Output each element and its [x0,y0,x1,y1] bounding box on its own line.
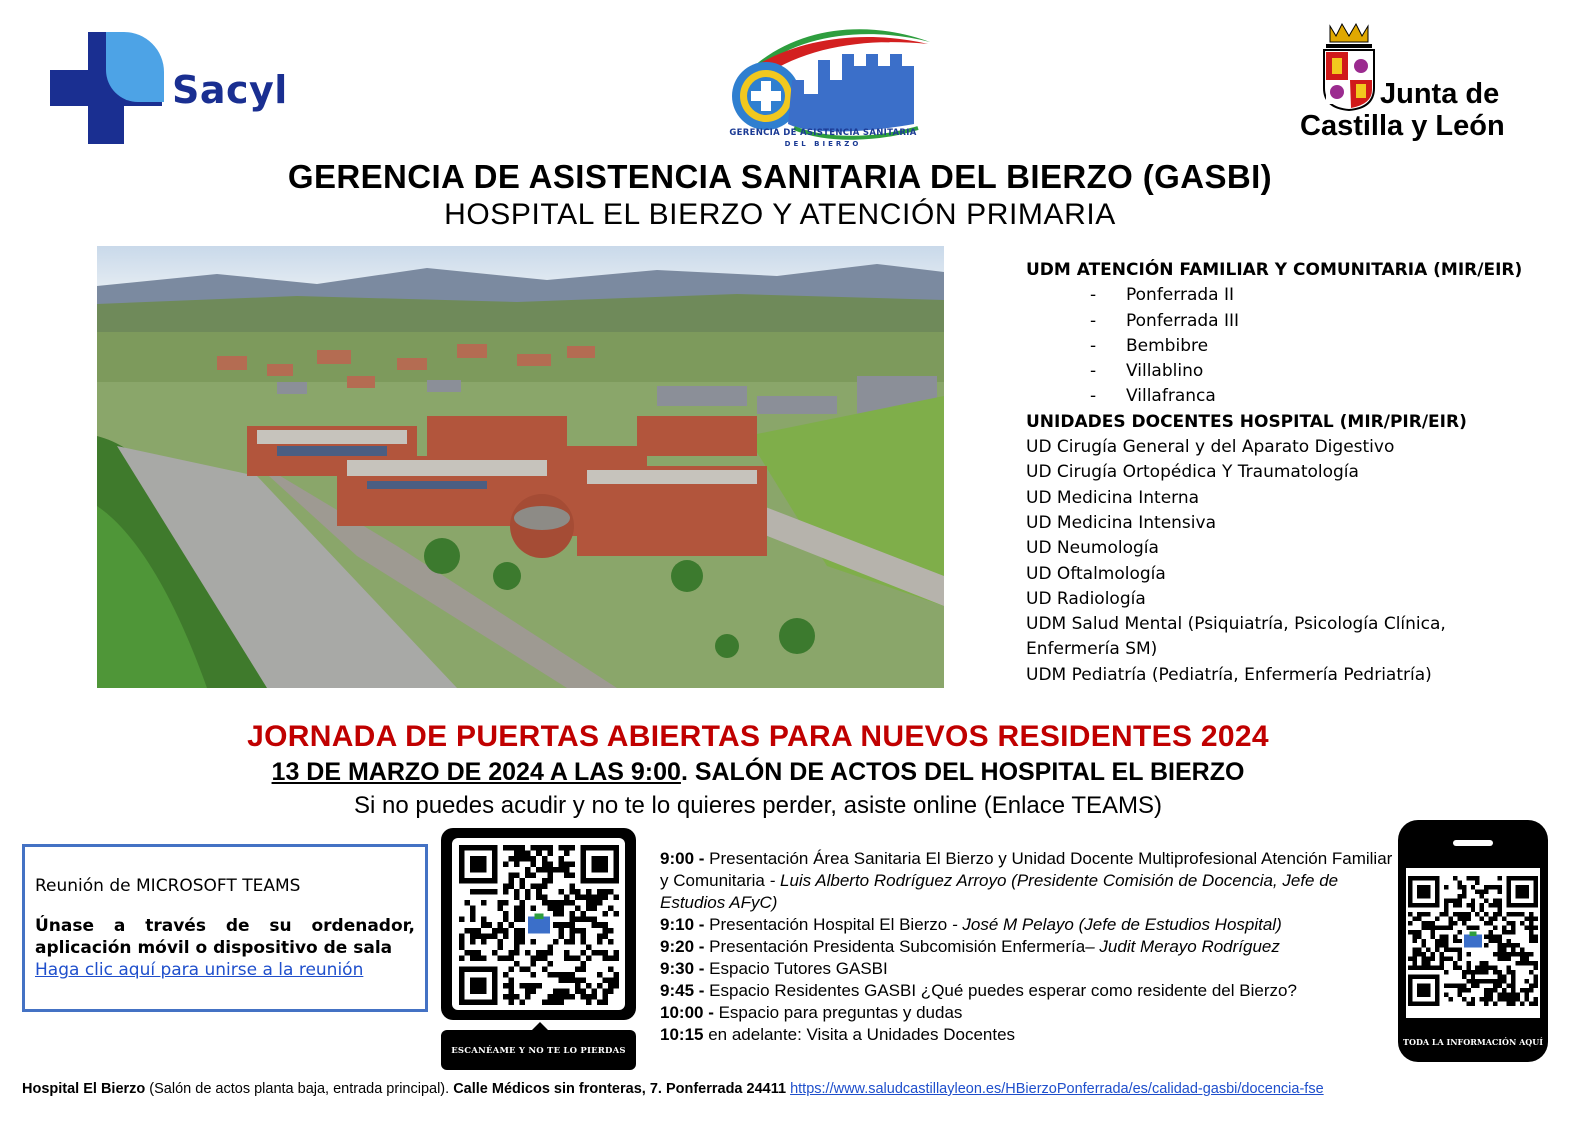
agenda-item: 10:00 - Espacio para preguntas y dudas [660,1003,963,1022]
agenda-item: 10:15 en adelante: Visita a Unidades Docentes [660,1025,1016,1044]
teams-title: Reunión de MICROSOFT TEAMS [35,876,301,896]
teams-join-link[interactable]: Haga clic aquí para unirse a la reunión [35,960,364,980]
list-item: - Ponferrada II [1090,285,1235,306]
hospital-aerial-photo [97,246,944,688]
page-title: GERENCIA DE ASISTENCIA SANITARIA DEL BIERZO (GASBI) [287,158,1273,195]
event-date [0,758,1516,787]
event-agenda [660,848,1400,1046]
sacyl-wordmark: Sacyl [172,68,288,112]
agenda-item: 9:30 - Espacio Tutores GASBI [660,959,888,978]
agenda-item: 9:00 - Presentación Área Sanitaria El Bierzo y Unidad Docente Multiprofesional Atención Familiar y Comunitaria - Luis Alberto Rodríguez Arroyo (Presidente Comisión de Docencia, Jefe de Estudios AFyC) [660,849,1393,912]
teams-join-line2: aplicación móvil o dispositivo de sala [35,938,393,958]
teams-join-line1: Únase a través de su ordenador, [35,916,415,936]
agenda-item: 9:20 - Presentación Presidenta Subcomisión Enfermería– Judit Merayo Rodríguez [660,937,1280,956]
event-online-note: Si no puedes acudir y no te lo quieres perder, asiste online (Enlace TEAMS) [353,792,1162,819]
afyc-heading: UDM ATENCIÓN FAMILIAR Y COMUNITARIA (MIR/EIR) [1026,260,1523,280]
list-item: - Bembibre [1090,335,1209,356]
list-item: - Ponferrada III [1090,310,1240,331]
junta-wordmark-line2: Castilla y León [1300,110,1505,142]
gasbi-caption: GERENCIA DE ASISTENCIA SANITARIA [729,128,917,138]
junta-crest-icon [1318,22,1380,112]
event-title: JORNADA DE PUERTAS ABIERTAS PARA NUEVOS RESIDENTES 2024 [247,720,1269,753]
footer-place-detail: (Salón de actos planta baja, entrada principal). [145,1081,454,1097]
footer-place: Hospital El Bierzo [22,1081,146,1097]
teams-meeting-box [22,844,428,1012]
list-item: UD Medicina Interna [1026,487,1200,508]
list-item: UD Cirugía Ortopédica Y Traumatología [1026,462,1359,483]
list-item: Enfermería SM) [1026,639,1158,660]
phone-speaker [1453,840,1493,846]
list-item: UDM Pediatría (Pediatría, Enfermería Pedriatría) [1026,664,1432,685]
list-item: UD Cirugía General y del Aparato Digestivo [1026,437,1395,458]
list-item: UD Medicina Intensiva [1026,512,1216,533]
list-item: UD Radiología [1026,588,1146,609]
info-qr-code[interactable] [1408,876,1538,1006]
junta-wordmark-line1: Junta de [1380,78,1500,110]
footer-address [22,1081,1567,1097]
list-item: UD Neumología [1026,538,1159,559]
footer-street: Calle Médicos sin fronteras, 7. Ponferrada 24411 [453,1081,787,1097]
gasbi-caption-sub: DEL BIERZO [784,140,862,148]
list-item: - Villafranca [1090,386,1216,407]
event-date-time: 13 DE MARZO DE 2024 A LAS 9:00 [271,758,681,786]
qr-caption: ESCANÉAME Y NO TE LO PIERDAS [451,1046,626,1056]
event-venue: . SALÓN DE ACTOS DEL HOSPITAL EL BIERZO [680,758,1245,786]
list-item: UD Oftalmología [1026,563,1166,584]
agenda-item: 9:10 - Presentación Hospital El Bierzo - José M Pelayo (Jefe de Estudios Hospital) [660,915,1282,934]
page-subtitle: HOSPITAL EL BIERZO Y ATENCIÓN PRIMARIA [444,198,1116,231]
footer-url-link[interactable]: https://www.saludcastillayleon.es/HBierzoPonferrada/es/calidad-gasbi/docencia-fse [790,1081,1324,1097]
agenda-item: 9:45 - Espacio Residentes GASBI ¿Qué puedes esperar como residente del Bierzo? [660,981,1297,1000]
hospital-units-heading: UNIDADES DOCENTES HOSPITAL (MIR/PIR/EIR) [1026,411,1467,432]
teams-qr-code[interactable] [459,845,619,1005]
list-item: UDM Salud Mental (Psiquiatría, Psicología Clínica, [1026,614,1446,635]
phone-qr-caption: TODA LA INFORMACIÓN AQUÍ [1403,1037,1543,1047]
list-item: - Villablino [1090,361,1204,382]
teaching-units-list [1026,258,1546,688]
